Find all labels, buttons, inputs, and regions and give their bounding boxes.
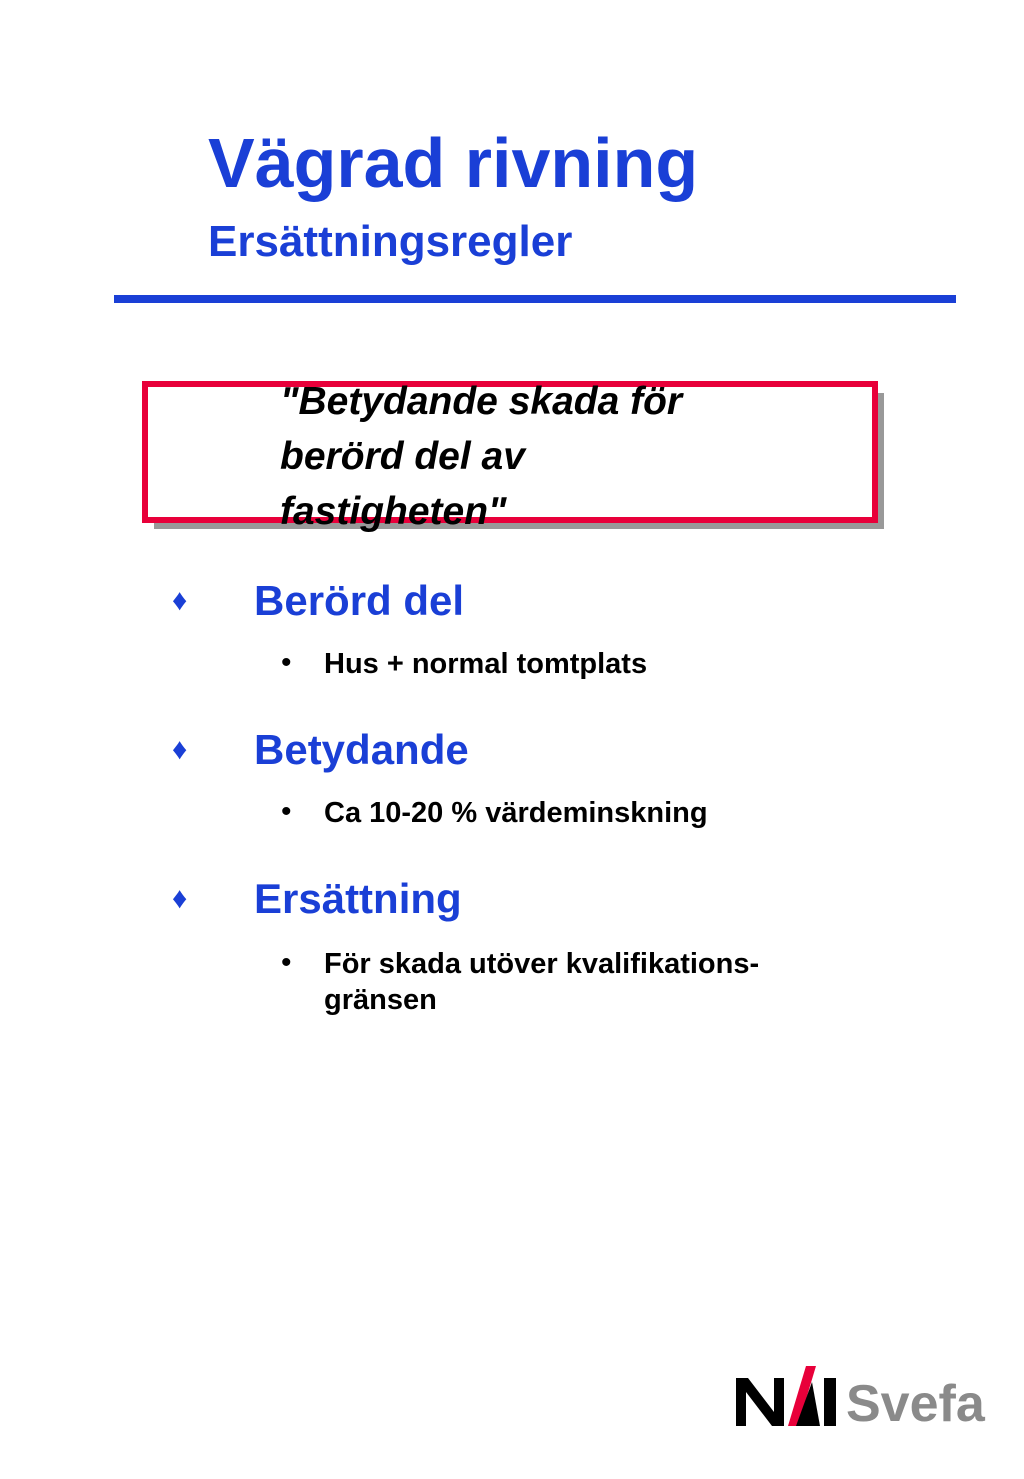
sub-point-text (324, 795, 864, 831)
nai-logo-mark (734, 1362, 840, 1430)
point-label: Betydande (254, 726, 469, 773)
quote-text (280, 374, 800, 539)
sub-point-text (324, 646, 864, 682)
sub-point-line: För skada utöver kvalifikations- (324, 948, 760, 980)
point-label: Ersättning (254, 875, 462, 922)
dot-bullet-icon: • (281, 946, 292, 979)
title-rule (114, 295, 956, 303)
quote-line: berörd del av (280, 435, 525, 478)
logo-wordmark: Svefa (846, 1375, 985, 1433)
sub-point-line: Ca 10-20 % värdeminskning (324, 797, 708, 829)
diamond-bullet-icon: ♦ (172, 733, 188, 766)
company-logo (734, 1362, 994, 1433)
dot-bullet-icon: • (281, 795, 292, 828)
sub-point-line: Hus + normal tomtplats (324, 648, 648, 680)
point-label: Berörd del (254, 577, 465, 624)
sub-point-text (324, 946, 864, 1018)
sub-point-line: gränsen (324, 984, 437, 1016)
quote-line: fastigheten" (280, 490, 507, 533)
dot-bullet-icon: • (281, 646, 292, 679)
diamond-bullet-icon: ♦ (172, 584, 188, 617)
quote-line: "Betydande skada för (280, 380, 683, 423)
diamond-bullet-icon: ♦ (172, 882, 188, 915)
page-title: Vägrad rivning (208, 124, 699, 202)
page-subtitle: Ersättningsregler (208, 217, 573, 266)
